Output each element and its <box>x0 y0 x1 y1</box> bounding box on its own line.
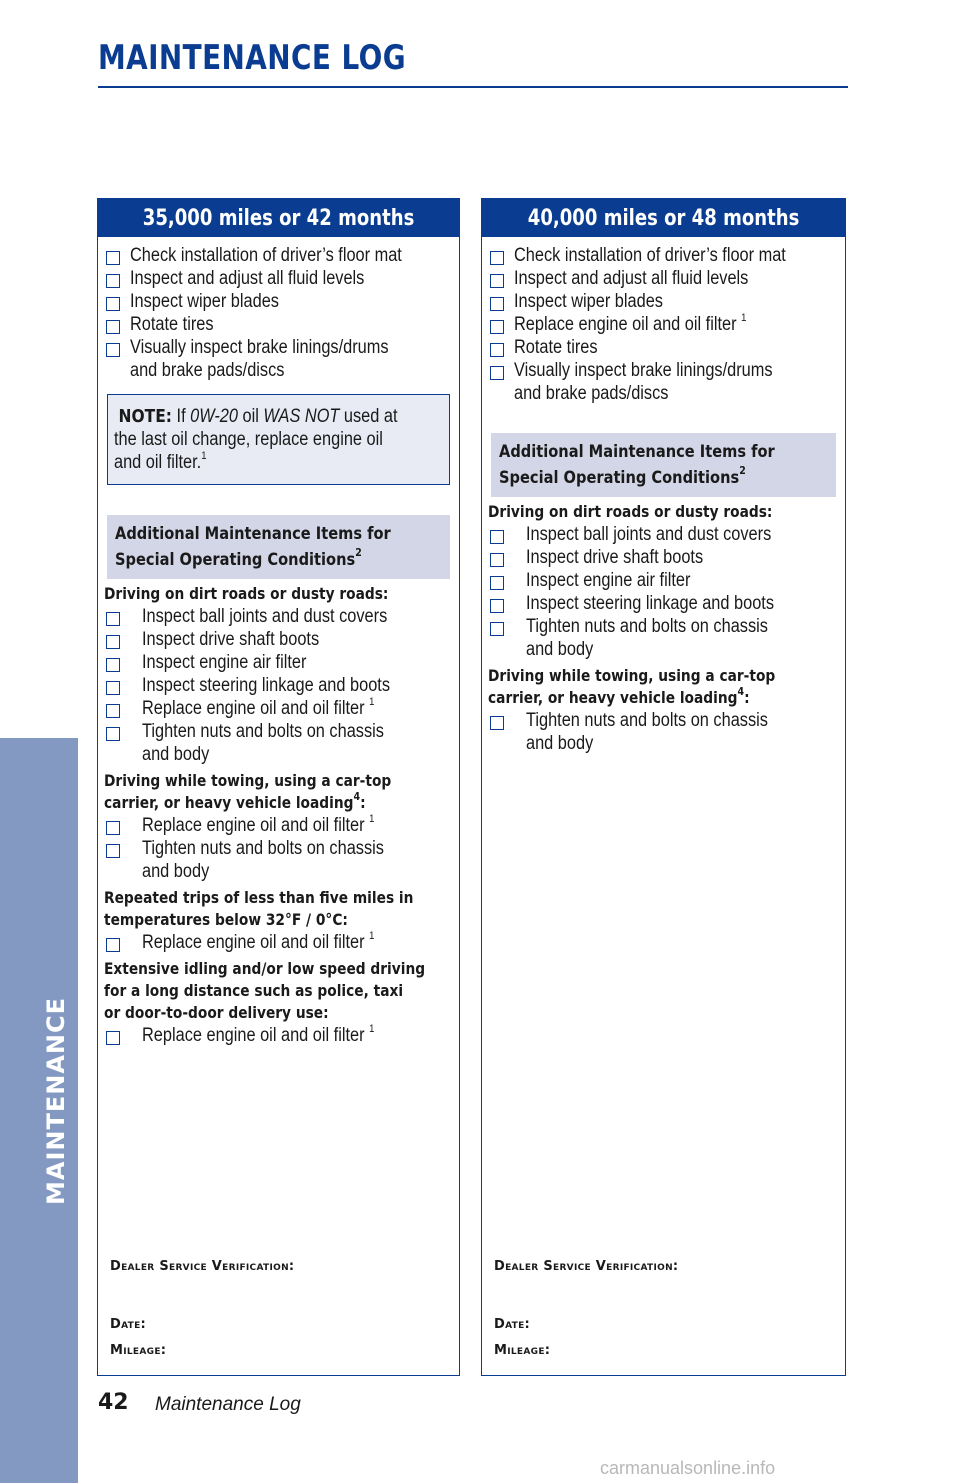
checklist-item: Visually inspect brake linings/drums <box>104 336 453 359</box>
left-column-header: 35,000 miles or 42 months <box>98 199 459 237</box>
checklist-item: Rotate tires <box>104 313 453 336</box>
checklist-item: Inspect drive shaft boots <box>104 628 453 651</box>
idling-heading: Extensive idling and/or low speed driving for a long distance such as police, taxi or door-to-door delivery use: <box>104 959 426 1022</box>
watermark: carmanualsonline.info <box>600 1458 776 1478</box>
towing-heading: Driving while towing, using a car-top carrier, or heavy vehicle loading$^4$: <box>104 771 392 812</box>
checklist-item: Tighten nuts and bolts on chassis <box>104 837 453 860</box>
checkbox[interactable] <box>106 1031 120 1045</box>
checklist-item: Inspect and adjust all fluid levels <box>104 267 453 290</box>
checklist-item: Check installation of driver’s floor mat <box>488 244 839 267</box>
checklist-item: Inspect steering linkage and boots <box>104 674 453 697</box>
checklist-item-continued: and body <box>526 733 594 754</box>
checklist-item: Replace engine oil and oil filter $^1$ <box>104 1024 453 1047</box>
page-title: MAINTENANCE LOG <box>98 38 407 78</box>
checklist-item-continued: and body <box>142 861 210 882</box>
checklist-item: Inspect engine air filter <box>104 651 453 674</box>
checklist-item: Tighten nuts and bolts on chassis <box>488 709 839 732</box>
mileage-label: Mileage: <box>494 1343 551 1358</box>
checklist-item: Inspect engine air filter <box>488 569 839 592</box>
checklist-item: Inspect ball joints and dust covers <box>104 605 453 628</box>
checklist-item-continued: and body <box>526 639 594 660</box>
checkbox[interactable] <box>106 658 120 672</box>
checkbox[interactable] <box>490 599 504 613</box>
checkbox[interactable] <box>490 274 504 288</box>
checklist-item-continued: and brake pads/discs <box>130 360 285 381</box>
checklist-item: Inspect drive shaft boots <box>488 546 839 569</box>
checkbox[interactable] <box>490 343 504 357</box>
checkbox[interactable] <box>490 530 504 544</box>
checklist-item: Check installation of driver’s floor mat <box>104 244 453 267</box>
checklist-item-continued: and body <box>142 744 210 765</box>
date-label: Date: <box>110 1317 147 1332</box>
checkbox[interactable] <box>490 622 504 636</box>
side-tab-label: MAINTENANCE <box>42 997 70 1205</box>
checklist-item: Tighten nuts and bolts on chassis <box>104 720 453 743</box>
oil-note: NOTE: If 0W-20 oil WAS NOT used at the last oil change, replace engine oil and oil filter.$^1$ <box>107 394 450 485</box>
checkbox[interactable] <box>106 635 120 649</box>
checkbox[interactable] <box>106 274 120 288</box>
checkbox[interactable] <box>106 297 120 311</box>
checklist-item: Replace engine oil and oil filter $^1$ <box>104 697 453 720</box>
dirt-roads-heading: Driving on dirt roads or dusty roads: <box>488 502 773 521</box>
checkbox[interactable] <box>490 320 504 334</box>
towing-heading: Driving while towing, using a car-top carrier, or heavy vehicle loading$^4$: <box>488 666 776 707</box>
date-label: Date: <box>494 1317 531 1332</box>
checkbox[interactable] <box>106 320 120 334</box>
checkbox[interactable] <box>106 612 120 626</box>
checkbox[interactable] <box>106 844 120 858</box>
dealer-verification-label: Dealer Service Verification: <box>494 1259 679 1274</box>
footer-label: Maintenance Log <box>155 1394 301 1415</box>
checkbox[interactable] <box>490 553 504 567</box>
checklist-item-continued: and brake pads/discs <box>514 383 669 404</box>
checkbox[interactable] <box>106 704 120 718</box>
checkbox[interactable] <box>490 576 504 590</box>
checklist-item: Inspect wiper blades <box>104 290 453 313</box>
checklist-item: Inspect wiper blades <box>488 290 839 313</box>
title-rule <box>98 86 848 88</box>
checkbox[interactable] <box>106 343 120 357</box>
cold-trips-heading: Repeated trips of less than five miles in temperatures below 32°F / 0°C: <box>104 888 414 929</box>
checklist-item: Rotate tires <box>488 336 839 359</box>
checklist-item: Replace engine oil and oil filter $^1$ <box>488 313 839 336</box>
right-column-header: 40,000 miles or 48 months <box>482 199 845 237</box>
checklist-item: Inspect and adjust all fluid levels <box>488 267 839 290</box>
checkbox[interactable] <box>106 938 120 952</box>
checklist-item: Inspect ball joints and dust covers <box>488 523 839 546</box>
checkbox[interactable] <box>106 681 120 695</box>
checkbox[interactable] <box>490 716 504 730</box>
note-label: NOTE: <box>118 406 172 427</box>
checkbox[interactable] <box>490 366 504 380</box>
dealer-verification-label: Dealer Service Verification: <box>110 1259 295 1274</box>
page-number: 42 <box>98 1390 129 1415</box>
dirt-roads-heading: Driving on dirt roads or dusty roads: <box>104 584 389 603</box>
additional-items-heading: Additional Maintenance Items for Special Operating Conditions$^2$ <box>107 515 450 579</box>
left-column <box>97 198 460 1376</box>
right-column <box>481 198 846 1376</box>
checklist-item: Visually inspect brake linings/drums <box>488 359 839 382</box>
checkbox[interactable] <box>106 251 120 265</box>
checkbox[interactable] <box>106 821 120 835</box>
checkbox[interactable] <box>106 727 120 741</box>
mileage-label: Mileage: <box>110 1343 167 1358</box>
checklist-item: Tighten nuts and bolts on chassis <box>488 615 839 638</box>
checkbox[interactable] <box>490 251 504 265</box>
additional-items-heading: Additional Maintenance Items for Special Operating Conditions$^2$ <box>491 433 836 497</box>
checklist-item: Inspect steering linkage and boots <box>488 592 839 615</box>
checklist-item: Replace engine oil and oil filter $^1$ <box>104 931 453 954</box>
checklist-item: Replace engine oil and oil filter $^1$ <box>104 814 453 837</box>
checkbox[interactable] <box>490 297 504 311</box>
